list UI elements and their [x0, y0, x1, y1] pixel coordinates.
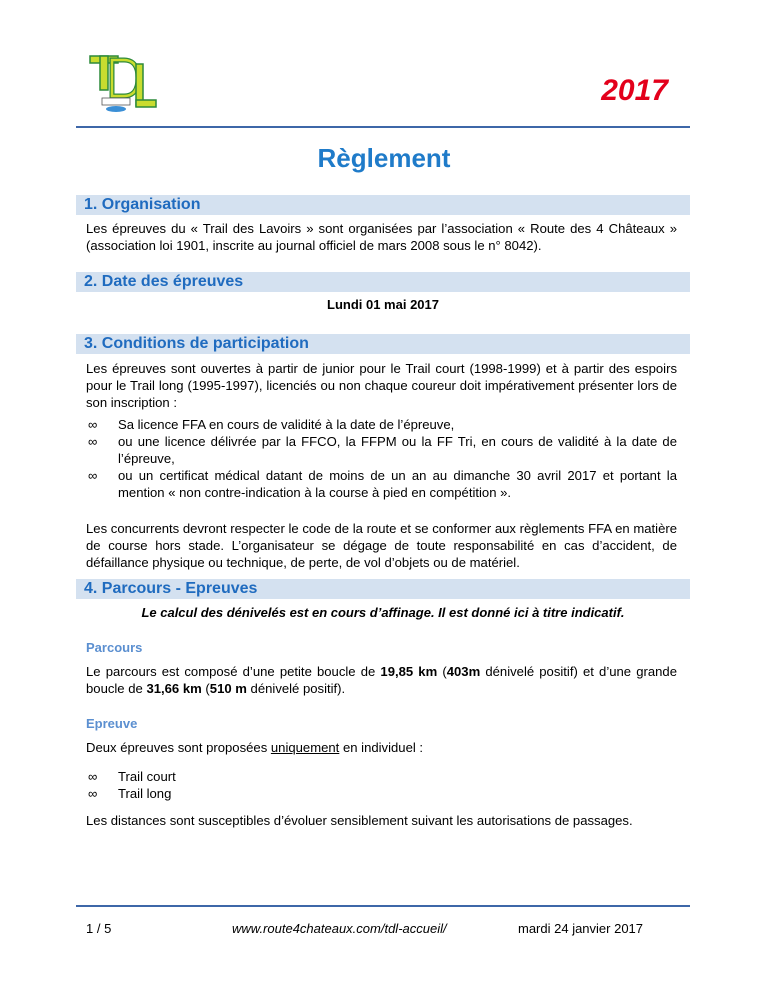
- list-item: [86, 785, 677, 802]
- bullet-icon: ∞: [88, 434, 98, 449]
- list-item: [86, 467, 677, 501]
- section-heading-text: 2. Date des épreuves: [84, 273, 244, 290]
- list-item-text: ou une licence délivrée par la FFCO, la FFPM ou la FF Tri, en cours de validité à la date de l’épreuve,: [118, 434, 677, 466]
- tdl-logo: [86, 52, 158, 114]
- bullet-icon: ∞: [88, 769, 98, 784]
- epreuve-text: Deux épreuves sont proposées uniquement en individuel :: [86, 740, 424, 755]
- header-rule: [76, 126, 690, 128]
- bullet-icon: ∞: [88, 417, 98, 432]
- elevation-note: Le calcul des dénivelés est en cours d’affinage. Il est donné ici à titre indicatif.: [141, 605, 625, 620]
- list-item-text: Sa licence FFA en cours de validité à la date de l’épreuve,: [118, 417, 455, 432]
- document-year: 2017: [601, 74, 668, 107]
- bullet-icon: ∞: [88, 786, 98, 801]
- distances-text: Les distances sont susceptibles d’évoluer sensiblement suivant les autorisations de passages.: [86, 813, 633, 828]
- section-heading-text: 3. Conditions de participation: [84, 335, 309, 352]
- event-date: Lundi 01 mai 2017: [327, 297, 439, 312]
- parcours-subheading: Parcours: [86, 640, 143, 655]
- page-title: Règlement: [317, 143, 451, 173]
- section-heading-parcours: [76, 579, 690, 599]
- section-heading-date: [76, 272, 690, 292]
- organisation-text: Les épreuves du « Trail des Lavoirs » sont organisées par l’association « Route des 4 Châteaux » (association loi 1901, inscrite au journal officiel de mars 2008 sous le n° 8042).: [86, 221, 677, 253]
- footer-url: www.route4chateaux.com/tdl-accueil/: [232, 921, 447, 936]
- list-item: [86, 433, 677, 467]
- epreuve-subheading: Epreuve: [86, 716, 138, 731]
- page-number: 1 / 5: [86, 921, 112, 936]
- section-heading-text: 4. Parcours - Epreuves: [84, 580, 258, 597]
- bullet-icon: ∞: [88, 468, 98, 483]
- epreuve-list: [86, 768, 677, 802]
- conditions-outro: Les concurrents devront respecter le code de la route et se conformer aux règlements FFA en matière de course hors stade. L’organisateur se dégage de toute responsabilité en cas d’accident, de défaillance physique ou technique, de perte, de vol d’objets ou de matériel.: [86, 521, 677, 570]
- conditions-list: [86, 416, 677, 501]
- footer-rule: [76, 905, 690, 907]
- parcours-text: Le parcours est composé d’une petite boucle de 19,85 km (403m dénivelé positif) et d’une grande boucle de 31,66 km (510 m dénivelé positif).: [86, 664, 677, 696]
- list-item-text: Trail court: [118, 769, 176, 784]
- list-item: [86, 768, 677, 785]
- list-item-text: Trail long: [118, 786, 172, 801]
- footer-date: mardi 24 janvier 2017: [518, 921, 644, 936]
- section-heading-conditions: [76, 334, 690, 354]
- conditions-intro: Les épreuves sont ouvertes à partir de junior pour le Trail court (1998-1999) et à partir des espoirs pour le Trail long (1995-1997), licenciés ou non chaque coureur doit impérativement présenter lors de son inscription :: [86, 361, 677, 410]
- list-item-text: ou un certificat médical datant de moins de un an au dimanche 30 avril 2017 et portant la mention « non contre-indication à la course à pied en compétition ».: [118, 468, 677, 500]
- section-heading-text: 1. Organisation: [84, 196, 201, 213]
- list-item: [86, 416, 677, 433]
- section-heading-organisation: [76, 195, 690, 215]
